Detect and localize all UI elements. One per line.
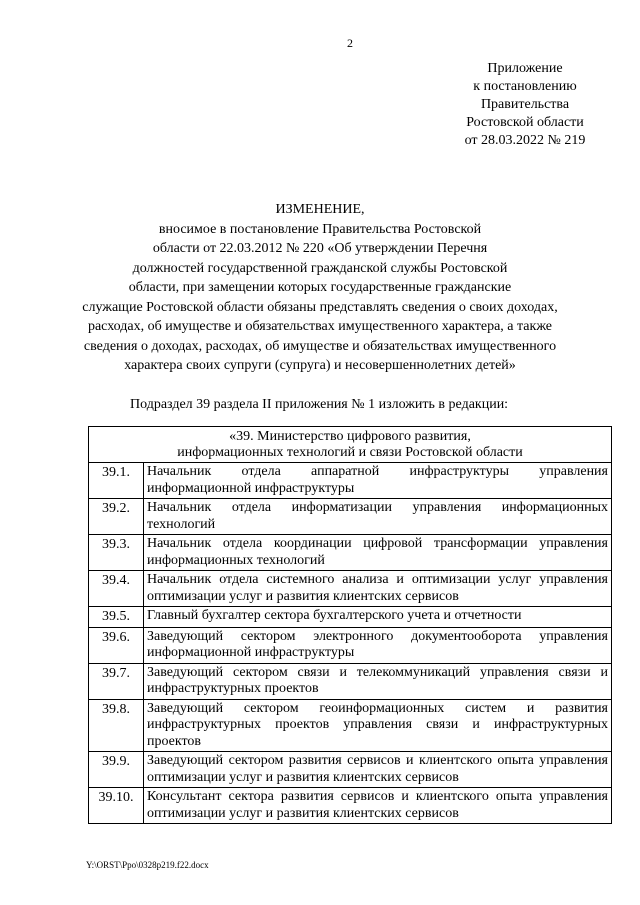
ministry-title-line: информационных технологий и связи Ростовской области [177,444,523,460]
page-number: 2 [347,36,353,50]
appendix-line: Правительства [480,97,570,112]
row-number: 39.4. [89,571,144,607]
table-row [89,627,612,663]
position-title: Начальник отдела системного анализа и оптимизации услуг управления оптимизации услуг и развития клиентских сервисов [144,571,612,607]
position-title: Начальник отдела информатизации управления информационных технологий [144,499,612,535]
appendix-block [440,60,610,150]
heading-line: должностей государственной гражданской службы Ростовской [132,260,508,276]
position-title: Заведующий сектором геоинформационных систем и развития инфраструктурных проектов управления связи и инфраструктурных проектов [144,699,612,752]
table-row [89,663,612,699]
ministry-title-line: «39. Министерство цифрового развития, [229,429,471,444]
position-title: Начальник отдела координации цифровой трансформации управления информационных технологий [144,535,612,571]
heading-line: характера своих супруги (супруга) и несовершеннолетних детей» [124,358,516,373]
row-number: 39.8. [89,699,144,752]
heading-title: ИЗМЕНЕНИЕ, [275,202,365,217]
file-path-footer: Y:\ORST\Ppo\0328p219.f22.docx [86,860,209,870]
positions-table [88,426,612,824]
position-title: Главный бухгалтер сектора бухгалтерского учета и отчетности [144,607,612,628]
ministry-header-cell [89,427,612,463]
row-number: 39.2. [89,499,144,535]
position-title: Заведующий сектором электронного документооборота управления информационной инфраструктуры [144,627,612,663]
heading-line: сведения о доходах, расходах, об имуществе и обязательствах имущественного [83,338,557,354]
row-number: 39.3. [89,535,144,571]
position-title: Заведующий сектором связи и телекоммуникаций управления связи и инфраструктурных проектов [144,663,612,699]
position-title: Начальник отдела аппаратной инфраструктуры управления информационной инфраструктуры [144,463,612,499]
table-row [89,571,612,607]
position-title: Заведующий сектором развития сервисов и клиентского опыта управления оптимизации услуг и развития клиентских сервисов [144,752,612,788]
table-row [89,752,612,788]
row-number: 39.9. [89,752,144,788]
appendix-line: Приложение [487,61,563,76]
heading-line: расходах, об имуществе и обязательствах имущественного характера, а также [87,319,553,334]
row-number: 39.5. [89,607,144,628]
table-header-row [89,427,612,463]
table-row [89,607,612,628]
table-row [89,463,612,499]
table-row [89,788,612,824]
heading-line: вносимое в постановление Правительства Ростовской [158,221,482,237]
position-title: Консультант сектора развития сервисов и клиентского опыта управления оптимизации услуг и развития клиентских сервисов [144,788,612,824]
appendix-line: Ростовской области [466,115,584,130]
heading-line: области, при замещении которых государственные гражданские [128,280,512,295]
document-heading [80,200,560,376]
table-row [89,699,612,752]
row-number: 39.1. [89,463,144,499]
heading-line: служащие Ростовской области обязаны представлять сведения о своих доходах, [82,299,558,315]
table-row [89,535,612,571]
table-row [89,499,612,535]
intro-paragraph: Подраздел 39 раздела II приложения № 1 изложить в редакции: [130,397,509,412]
row-number: 39.6. [89,627,144,663]
row-number: 39.7. [89,663,144,699]
appendix-line: от 28.03.2022 № 219 [464,133,586,148]
row-number: 39.10. [89,788,144,824]
heading-line: области от 22.03.2012 № 220 «Об утверждении Перечня [152,241,488,256]
appendix-line: к постановлению [473,79,577,94]
